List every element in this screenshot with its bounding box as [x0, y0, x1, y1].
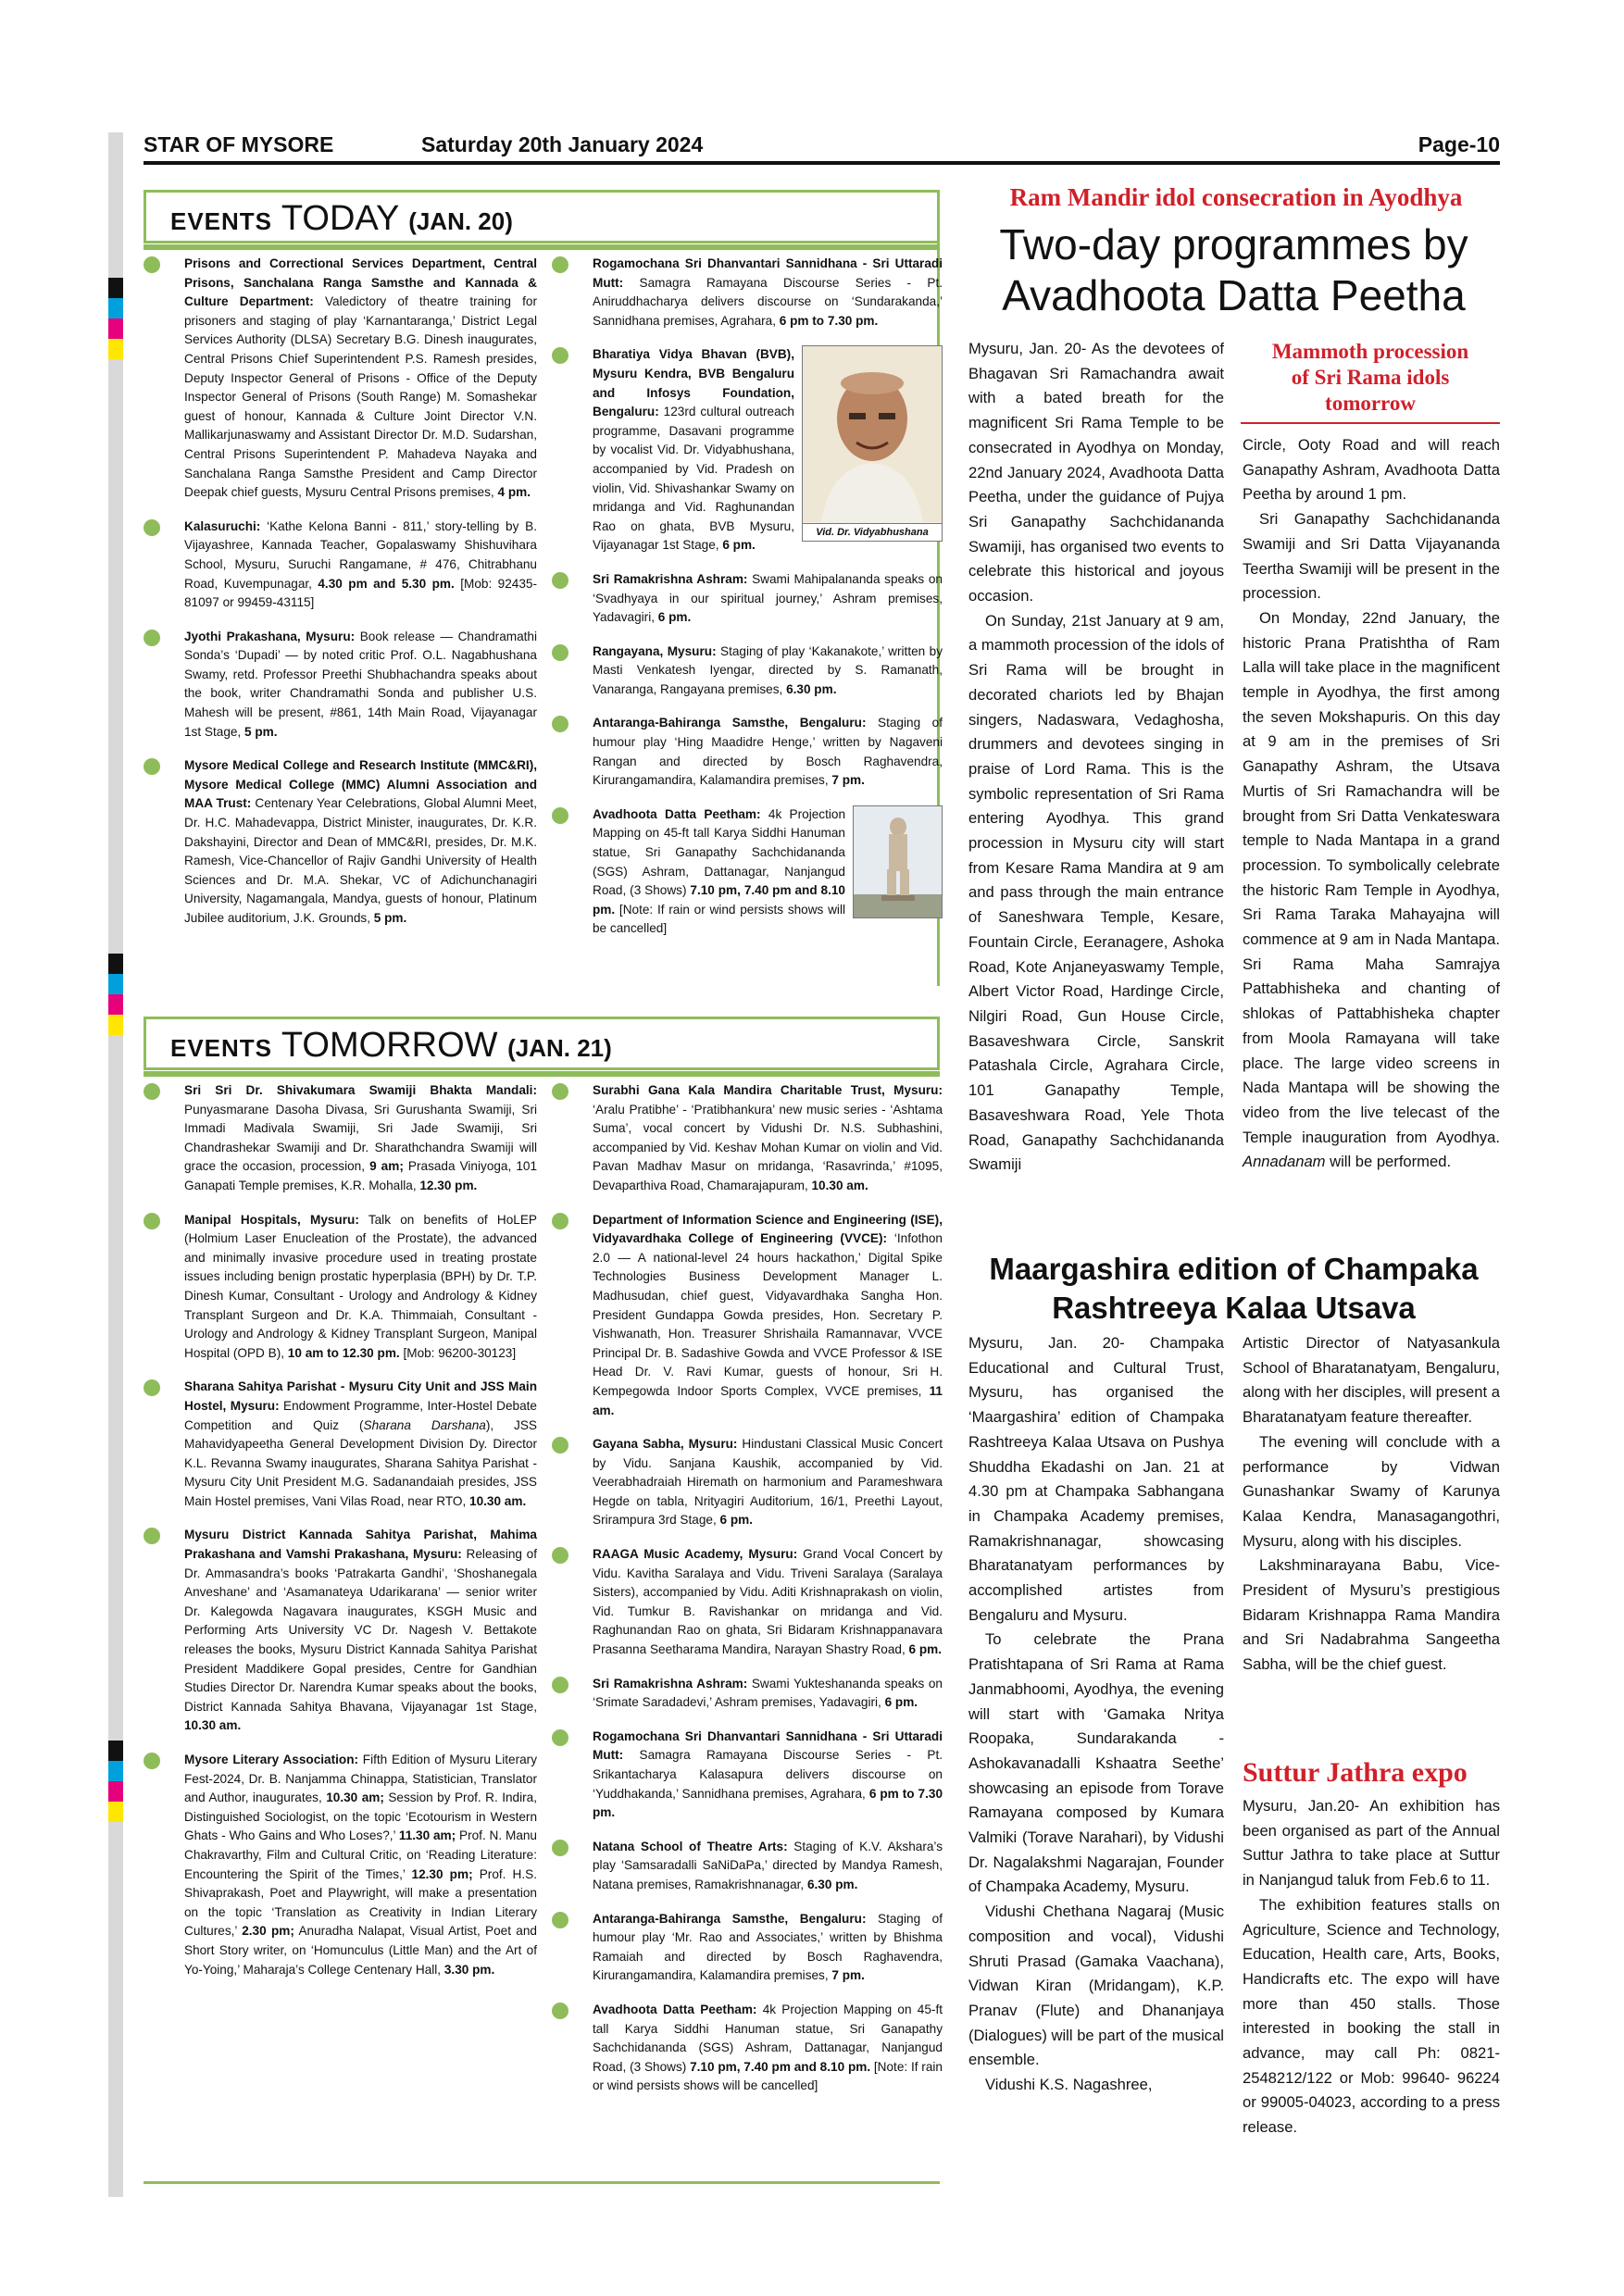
event-item [552, 714, 943, 790]
event-item [552, 1910, 943, 1986]
event-time: 11.30 am; [398, 1828, 456, 1843]
event-title-italic: Sharana Darshana [363, 1417, 486, 1432]
bullet-icon [144, 1083, 160, 1100]
event-time: 6 pm. [719, 1513, 754, 1528]
bullet-icon [144, 630, 160, 646]
event-time: 10.30 am. [811, 1178, 868, 1192]
article2-column-1 [968, 1331, 1224, 2098]
event-time: 9 am; [369, 1159, 404, 1174]
bullet-icon [144, 1379, 160, 1396]
event-time: 7 pm. [831, 773, 865, 788]
events-tomorrow-right-column [552, 1081, 943, 2111]
event-item [552, 1728, 943, 1823]
event-organiser: Antaranga-Bahiranga Samsthe, Bengaluru: [593, 716, 867, 730]
event-details: Book release — Chandramathi Sonda’s ‘Dupadi’ — by noted critic Prof. O.L. Nagabhushana Swamy, retd. Professor Preethi Shubhachandra speaks about the book, writer Chandramathi Sonda and publisher U.S. Mahesh will be present, #861, 14th Main Road, Vijayanagar 1st Stage, [184, 629, 537, 739]
event-details: ), JSS Mahavidyapeetha General Development Division Dy. Director K.L. Revanna Swamy inaugurates, Sharana Sahitya Parishat - Mysuru City Unit President M.G. Sadanandaiah presides, JSS Main Hostel premises, Vani Vilas Road, near RTO, [184, 1417, 537, 1508]
event-item [552, 1435, 943, 1530]
headline-line-1: Two-day programmes by [999, 220, 1468, 268]
event-details: Swami Mahipalananda speaks on ‘Svadhyaya in our spiritual journey,’ Ashram premises, Yadavagiri, [593, 571, 943, 625]
event-organiser: Sri Ramakrishna Ashram: [593, 571, 748, 586]
event-time: 6 pm. [908, 1642, 943, 1657]
event-details: Punyasmarane Dasoha Divasa, Sri Gurushanta Swamiji, Sri Immadi Madivala Swamiji, Sri Jade Swamiji, Sri Chandrashekar Swamiji and Dr. Sharathchandra Swamiji will grace the occasion, procession, [184, 1102, 537, 1174]
event-organiser: Prisons and Correctional Services Department, Central Prisons, Sanchalana Ranga Samsthe and Kannada & Culture Department: [184, 256, 537, 309]
event-time: 4.30 pm and 5.30 pm. [318, 576, 455, 591]
event-details: Grand Vocal Concert by Vidu. Kavitha Saralaya and Vidu. Triveni Saralaya (Saralaya Sisters), accompanied by Vidu. Aditi Krishnaprakash on violin, Vid. Tumkur B. Ravishankar on mridanga and Vid. Raghunandan Rao on ghata, Sri Bidaram Krishnappanavara Prasanna Seetharama Mandira, Narayan Shastry Road, [593, 1547, 943, 1657]
paragraph: The evening will conclude with a performance by Vidwan Gunashankar Swamy of Karunya Kalaa Kendra, Manasagangothri, Mysuru, along with his disciples. [1243, 1432, 1500, 1550]
event-organiser: Surabhi Gana Kala Mandira Charitable Trust, Mysuru: [593, 1083, 943, 1097]
paragraph: The exhibition features stalls on Agriculture, Science and Technology, Education, Health care, Arts, Books, Handicrafts etc. The expo will have more than 450 stalls. Those interested in booking the stall in advance, may call Ph: 0821-2548212/122 or Mob: 99640- 96224 or 99005-04023, according to a press release. [1243, 1895, 1500, 2137]
subhead-rule [1241, 422, 1500, 424]
bullet-icon [552, 572, 568, 589]
event-organiser: Kalasuruchi: [184, 518, 261, 533]
event-organiser: Gayana Sabha, Mysuru: [593, 1437, 738, 1452]
event-details: Staging of humour play ‘Hing Maadidre Henge,’ written by Nagaveni Rangan and directed by Bosch Raghavendra, Kirurangamandira, Kalamandira premises, [593, 716, 943, 788]
bullet-icon [144, 758, 160, 775]
heading-date: (JAN. 21) [507, 1034, 612, 1062]
headline-line-1: Maargashira edition of Champaka [989, 1252, 1479, 1286]
kicker: Ram Mandir idol consecration in Ayodhya [1009, 183, 1463, 211]
event-time: 10.30 am. [469, 1493, 527, 1508]
events-today-right-column [552, 255, 943, 954]
paragraph: On Monday, 22nd January, the historic Prana Pratishtha of Ram Lalla will take place in the magnificent temple in Ayodhya, the first among the seven Mokshapuris. On this day at 9 am in the premises of Sri Ganapathy Ashram, the Utsava Murtis of Sri Ramachandra will be brought from Sri Datta Venkateswara temple to Nada Mantapa in a grand procession. To symbolically celebrate the historic Ram Temple in Ayodhya, Sri Rama Taraka Mahayajna will commence at 9 am in Nada Mantapa. Sri Rama Maha Samrajya Pattabhisheka and chanting of shlokas of Pattabhisheka chapter from Moola Ramayana will take place. The large video screens in Nada Mantapa will be showing the video from the live telecast of the Temple inauguration from Ayodhya. Annadanam will be performed. [1243, 608, 1500, 1171]
bullet-icon [552, 256, 568, 273]
event-details: Swami Yukteshananda speaks on ‘Srimate Saradadevi,’ Ashram premises, Yadavagiri, [593, 1676, 943, 1710]
events-tomorrow-footer-rule [144, 2181, 940, 2184]
paragraph: Lakshminarayana Babu, Vice-President of Mysuru’s prestigious Bidaram Krishnappa Rama Mandira and Sri Nadabrahma Sangeetha Sabha, will be the chief guest. [1243, 1556, 1500, 1674]
bullet-icon [144, 256, 160, 273]
event-organiser: Antaranga-Bahiranga Samsthe, Bengaluru: [593, 1911, 867, 1926]
event-item [552, 1838, 943, 1895]
reg-cyan-3 [108, 1761, 123, 1781]
event-organiser: Natana School of Theatre Arts: [593, 1839, 788, 1853]
event-details: Valedictory of theatre training for prisoners and staging of play ‘Karnantaranga,’ District Legal Services Authority (DLSA) Secretary B.G. Dinesh inaugurates, Central Prisons Chief Superintendent P.S. Ramesh presides, Deputy Inspector General of Prisons - Office of the Deputy Inspector General of Prisons (South Range) M. Somashekar guest of honour, Kannada & Culture Joint Director V.N. Mallikarjunaswamy and Assistant Director Dr. M.D. Sudarshan, Central Prisons Superintendent P. Mahadeva Nayaka and Sanchalana Ranga Samsthe President and Camp Director Deepak chief guests, Mysuru Central Prisons premises, [184, 294, 537, 500]
event-organiser: Manipal Hospitals, Mysuru: [184, 1212, 359, 1227]
vidyabhushana-photo [802, 345, 943, 542]
event-time: 3.30 pm. [443, 1962, 495, 1977]
paragraph: Mysuru, Jan. 20- Champaka Educational and Cultural Trust, Mysuru, has organised the ‘Maargashira’ edition of Champaka Rashtreeya Kalaa Utsava on Pushya Shuddha Ekadashi on Jan. 21 at 4.30 pm at Champaka Sabhangana in Champaka Academy premises, Ramakrishnanagar, showcasing Bharatanatyam performances by accomplished artistes from Bengaluru and Mysuru. [968, 1334, 1224, 1624]
article1-headline [963, 219, 1505, 321]
event-organiser: Bharatiya Vidya Bhavan (BVB), Mysuru Kendra, BVB Bengaluru and Infosys Foundation, Bengaluru: [593, 347, 794, 419]
event-time: 7.10 pm, 7.40 pm and 8.10 pm. [690, 2059, 871, 2074]
event-item [552, 805, 943, 939]
event-time: 11 am. [593, 1383, 943, 1417]
hanuman-statue-photo [854, 806, 942, 917]
bullet-icon [552, 2003, 568, 2019]
event-organiser: Mysore Literary Association: [184, 1753, 359, 1766]
bullet-icon [144, 1213, 160, 1229]
event-organiser: Rangayana, Mysuru: [593, 643, 717, 658]
event-item [144, 1751, 537, 1979]
text-run: will be performed. [1325, 1153, 1452, 1171]
event-item [144, 628, 537, 742]
reg-yellow-3 [108, 1802, 123, 1822]
bullet-icon [552, 1547, 568, 1564]
article3-body [1243, 1794, 1500, 2140]
paragraph: To celebrate the Prana Pratishtapana of Sri Rama at Rama Janmabhoomi, Ayodhya, the evening will start with ‘Gamaka Nritya Roopaka, Sundarakanda - Ashokavanadalli Kshaatra Seethe’ showcasing an episode from Torave Ramayana composed by Kumara Valmiki (Torave Narahari), by Vidushi Dr. Nagalakshmi Nagarajan, Founder of Champaka Academy, Mysuru. [968, 1630, 1224, 1896]
event-time: 6 pm to 7.30 pm. [779, 313, 879, 328]
event-details: Hindustani Classical Music Concert by Vidu. Sanjana Kaushik, accompanied by Vid. Veerabhadraiah Hiremath on harmonium and Parameshwara Hegde on tabla, Nrityagiri Auditorium, 16/1, Preethi Layout, Srirampura 3rd Stage, [593, 1437, 943, 1528]
event-organiser: Mysore Medical College and Research Institute (MMC&RI), Mysore Medical College (MMC) Alumni Association and MAA Trust: [184, 758, 537, 811]
reg-black-3 [108, 1741, 123, 1761]
event-time: 6 pm. [657, 610, 692, 625]
event-details: 123rd cultural outreach programme, Dasavani programme by vocalist Vid. Dr. Vidyabhushana, accompanied by Vid. Pradesh on violin, Vid. Shivashankar Swamy on mridanga and Vid. Raghunandan Rao on ghata, BVB Mysuru, Vijayanagar 1st Stage, [593, 405, 794, 553]
event-details: [Mob: 96200-30123] [399, 1345, 517, 1360]
reg-yellow [108, 339, 123, 359]
event-time: 12.30 pm; [411, 1866, 473, 1881]
reg-cyan-2 [108, 974, 123, 994]
headline-line-2: Avadhoota Datta Peetha [1002, 271, 1466, 319]
event-time: 10.30 am; [326, 1791, 384, 1805]
heading-small: EVENTS [170, 207, 273, 235]
bullet-icon [552, 1437, 568, 1454]
event-time: 10 am to 12.30 pm. [287, 1345, 400, 1360]
event-time: 6 pm. [722, 538, 756, 553]
event-details: Prof. H.S. Shivaprakash, Poet and Playwright, will make a presentation on the topic ‘Translation as Creativity in Indian Literary Cultures,’ [184, 1866, 537, 1939]
event-item [552, 345, 943, 555]
photo-caption: Vid. Dr. Vidyabhushana [803, 523, 942, 541]
event-item [552, 1545, 943, 1660]
statue-photo [853, 805, 943, 918]
event-details: [Note: If rain or wind persists shows will be cancelled] [593, 902, 845, 936]
event-item [144, 255, 537, 503]
heading-date: (JAN. 20) [408, 207, 513, 235]
page-header [144, 132, 1500, 160]
events-tomorrow-left-column [144, 1081, 537, 1994]
bullet-icon [552, 1840, 568, 1856]
bullet-icon [144, 1528, 160, 1544]
event-details: Fifth Edition of Mysuru Literary Fest-2024, Dr. B. Nanjamma Chinappa, Statistician, Translator and Author, inaugurates, [184, 1753, 537, 1805]
event-item [144, 1526, 537, 1736]
event-details: Samagra Ramayana Discourse Series - Pt. Aniruddhacharya delivers discourse on ‘Sundarakanda,’ Sannidhana premises, Agrahara, [593, 275, 943, 328]
events-today-left-column [144, 255, 537, 943]
paragraph: Mysuru, Jan.20- An exhibition has been organised as part of the Annual Suttur Jathra to take place at Suttur in Nanjangud taluk from Feb.6 to 11. [1243, 1797, 1500, 1890]
event-details: 4k Projection Mapping on 45-ft tall Karya Siddhi Hanuman statue, Sri Ganapathy Sachchidananda (SGS) Ashram, Dattanagar, Nanjangud Road, (3 Shows) [593, 806, 845, 898]
bullet-icon [552, 1213, 568, 1229]
event-item [144, 518, 537, 613]
article2-column-2 [1243, 1331, 1500, 1678]
paragraph: Circle, Ooty Road and will reach Ganapathy Ashram, Avadhoota Datta Peetha by around 1 pm. [1243, 436, 1500, 504]
portrait-photo [803, 346, 942, 522]
event-time: 2.30 pm; [242, 1924, 294, 1939]
article1-subhead [1241, 339, 1500, 424]
masthead: STAR OF MYSORE [144, 132, 334, 156]
heading-accent [144, 1071, 940, 1077]
event-item [144, 1378, 537, 1511]
event-details: Endowment Programme, Inter-Hostel Debate Competition and Quiz ( [184, 1398, 537, 1432]
event-time: 6.30 pm. [806, 1877, 858, 1891]
bullet-icon [552, 1912, 568, 1928]
bullet-icon [552, 1083, 568, 1100]
article2-headline [963, 1250, 1505, 1328]
event-details: [Mob: 92435-81097 or 99459-43115] [184, 576, 537, 610]
event-details: Prof. N. Manu Chakravarthy, Film and Cultural Critic, on ‘Reading Literature: Encountering the Spirit of the Times,’ [184, 1828, 537, 1881]
event-item [144, 1211, 537, 1364]
event-details: Session by Prof. R. Indira, Distinguished Sociologist, on the topic ‘Ecotourism in Western Ghats - Who Gains and Who Loses?,’ [184, 1791, 537, 1843]
reg-yellow-2 [108, 1015, 123, 1035]
paragraph: On Sunday, 21st January at 9 am, a mammoth procession of the idols of Sri Rama will be brought in decorated chariots led by Bhajan singers, Nadaswara, Vedaghosha, drummers and devotees singing in praise of Lord Rama. This is the symbolic representation of Sri Rama entering Ayodhya. This grand procession in Mysuru city will start from Kesare Rama Mandira at 9 am and pass through the main entrance of Saneshwara Temple, Kesare, Fountain Circle, Eeranagere, Ashoka Road, Kote Anjaneyaswamy Temple, Albert Victor Road, Hardinge Circle, Nilgiri Road, Gun House Circle, Basaveshwara Circle, Sanskrit Patashala Circle, Agrahara Circle, 101 Ganapathy Temple, Basaveshwara Road, Yele Thota Road, Ganapathy Sachchidananda Swamiji [968, 611, 1224, 1174]
reg-magenta-3 [108, 1781, 123, 1802]
heading-small: EVENTS [170, 1034, 273, 1062]
event-time: 12.30 pm. [419, 1178, 478, 1192]
article3-headline: Suttur Jathra expo [1243, 1757, 1468, 1788]
bullet-icon [552, 347, 568, 364]
event-item [552, 643, 943, 700]
annadanam-italic: Annadanam [1243, 1153, 1326, 1171]
bullet-icon [552, 807, 568, 824]
heading-big: TODAY [281, 199, 399, 238]
event-item [552, 255, 943, 331]
event-details: Staging of play ‘Kakanakote,’ written by Masti Venkatesh Iyengar, directed by S. Ramanath, Vanaranga, Rangayana premises, [593, 643, 943, 696]
bullet-icon [552, 1677, 568, 1693]
bullet-icon [144, 1753, 160, 1769]
event-details: ‘Infothon 2.0 — A national-level 24 hours hackathon,’ Digital Spike Technologies Business Development Manager L. Madhusudan, chief guest, Vidyavardhaka Sangha Hon. President Gundappa Gowda presides, Hon. Secretary P. Vishwanath, Hon. Treasurer Shrishaila Ramannavar, VVCE Principal Dr. B. Sadashive Gowda and VVCE Professor & ISE Head Dr. V. Ravi Kumar, guests of honour, Sri H. Kempegowda Indoor Sports Complex, VVCE premises, [593, 1231, 943, 1398]
events-tomorrow-heading [144, 1017, 940, 1070]
article1-column-1 [968, 337, 1224, 1178]
reg-cyan [108, 298, 123, 318]
event-time: 7.10 pm, 7.40 pm and 8.10 pm. [593, 883, 845, 917]
event-organiser: Department of Information Science and Engineering (ISE), Vidyavardhaka College of Engineering (VVCE): [593, 1212, 943, 1246]
event-time: 5 pm. [373, 911, 407, 925]
event-time: 6 pm to 7.30 pm. [593, 1786, 943, 1820]
event-organiser: Avadhoota Datta Peetham: [593, 806, 761, 821]
event-organiser: Rogamochana Sri Dhanvantari Sannidhana - Sri Uttaradi Mutt: [593, 1728, 943, 1763]
paragraph: Vidushi Chethana Nagaraj (Music composition and vocal), Vidushi Shruti Prasad (Gamaka Vaachana), Vidwan Kiran (Mridangam), K.P. Pranav (Flute) and Dhananjaya (Dialogues) will be part of the musical ensemble. [968, 1903, 1224, 2069]
page-number: Page-10 [1418, 132, 1500, 156]
event-item [144, 756, 537, 928]
event-organiser: Sri Sri Dr. Shivakumara Swamiji Bhakta Mandali: [184, 1083, 537, 1097]
event-item [552, 1675, 943, 1713]
event-details: [Note: If rain or wind persists shows will be cancelled] [593, 2059, 943, 2093]
event-details: Releasing of Dr. Ammasandra’s books ‘Patrakarta Gandhi’, ‘Shoshanegala Anveshane’ and ‘Asamanateya Udarikarana’ — senior writer Dr. Kalegowda Nagavara inaugurates, KSGH Music and Performing Arts University VC Dr. Nagesh V. Bettakote releases the books, Mysuru District Kannada Sahitya Parishat President Maddikere Gopal presides, Centre for Gandhian Studies Director Dr. Narendra Kumar speaks about the books, District Kannada Sahitya Bhavana, Vijayanagar 1st Stage, [184, 1547, 537, 1714]
header-rule [144, 161, 1500, 165]
event-organiser: Sri Ramakrishna Ashram: [593, 1676, 748, 1691]
event-organiser: RAAGA Music Academy, Mysuru: [593, 1547, 798, 1562]
event-time: 7 pm. [831, 1968, 865, 1983]
event-details: Centenary Year Celebrations, Global Alumni Meet, Dr. H.C. Mahadevappa, District Minister, inaugurates, Dr. K.R. Dakshayini, Director and Dean of MMC&RI, presides, Dr. M.K. Ramesh, Vice-Chancellor of Rajiv Gandhi University of Health Sciences and Dr. M.A. Shekar, VC of Adichunchanagiri University, Nagamangala, Mandya, guests of honour, Platinum Jubilee auditorium, J.K. Grounds, [184, 796, 537, 925]
heading-big: TOMORROW [281, 1026, 498, 1065]
article1-column-2 [1243, 433, 1500, 1175]
bullet-icon [552, 644, 568, 661]
subhead-line: tomorrow [1325, 392, 1416, 415]
event-time: 5 pm. [244, 724, 278, 739]
event-item [144, 1081, 537, 1196]
event-details: Prasada Viniyoga, 101 Ganapati Temple premises, K.R. Mohalla, [184, 1159, 538, 1192]
event-time: 6.30 pm. [786, 681, 837, 696]
paragraph: Sri Ganapathy Sachchidananda Swamiji and Sri Datta Vijayananda Teertha Swamiji will be present in the procession. [1243, 510, 1500, 603]
event-details: ‘Kathe Kelona Banni - 811,’ story-telling by B. Vijayashree, Kannada Teacher, Gopalaswamy Shishuvihara School, Mysuru, Suruchi Rangamane, # 476, Chitrabhanu Road, Kuvempunagar, [184, 518, 537, 591]
event-details: Staging of humour play ‘Mr. Rao and Associates,’ written by Bhishma Ramaiah and directed by Bosch Raghavendra, Kirurangamandira, Kalamandira premises, [593, 1911, 943, 1983]
bullet-icon [552, 716, 568, 732]
paragraph: Artistic Director of Natyasankula School of Bharatanatyam, Bengaluru, along with her disciples, will present a Bharatanatyam feature thereafter. [1243, 1334, 1500, 1427]
bullet-icon [552, 1729, 568, 1746]
registration-strip [108, 132, 123, 2197]
event-details: Anuradha Nalapat, Visual Artist, Poet and Short Story writer, on ‘Homunculus (Little Man) and the Art of Yo-Yoing,’ Maharaja’s College Centenary Hall, [184, 1924, 537, 1977]
event-item [552, 570, 943, 628]
event-item [552, 1081, 943, 1196]
event-time: 4 pm. [497, 485, 531, 500]
event-time: 6 pm. [884, 1695, 918, 1710]
heading-accent [144, 244, 940, 250]
headline-line-2: Rashtreeya Kalaa Utsava [1052, 1291, 1416, 1325]
events-today-heading [144, 190, 940, 243]
paragraph: Mysuru, Jan. 20- As the devotees of Bhagavan Sri Ramachandra await with a bated breath for the magnificent Sri Rama Temple to be consecrated in Ayodhya on Monday, 22nd January 2024, Avadhoota Datta Peetha, under the guidance of Pujya Sri Ganapathy Sachchidananda Swamiji, has organised two events to celebrate this historical and joyous occasion. [968, 340, 1224, 605]
event-details: ‘Aralu Pratibhe’ - ‘Pratibhankura’ new music series - ‘Ashtama Suma’, vocal concert by Vidushi Dr. N.S. Subhashini, accompanied by Vid. Keshav Mohan Kumar on violin and Vid. Pavan Madhav Masur on mridanga, ‘Rasavrinda,’ #1095, Devaparthiva Road, Chamarajapuram, [593, 1102, 943, 1192]
reg-magenta-2 [108, 994, 123, 1015]
event-organiser: Mysuru District Kannada Sahitya Parishat, Mahima Prakashana and Vamshi Prakashana, Mysuru: [184, 1528, 537, 1562]
event-organiser: Jyothi Prakashana, Mysuru: [184, 629, 356, 643]
event-organiser: Avadhoota Datta Peetham: [593, 2002, 757, 2016]
reg-black-2 [108, 954, 123, 974]
event-details: Talk on benefits of HoLEP (Holmium Laser Enucleation of the Prostate), the advanced and minimally invasive procedure used in treating prostate issues including benign prostatic hyperplasia (BPH) by Dr. T.P. Dinesh Kumar, Consultant - Urology and Andrology & Kidney Transplant Surgeon and Dr. K.A. Thimmaiah, Consultant - Urology and Andrology & Kidney Transplant Surgeon, Manipal Hospital (OPD B), [184, 1212, 537, 1360]
paragraph: Vidushi K.S. Nagashree, [985, 2076, 1153, 2094]
subhead-line: Mammoth procession [1271, 340, 1469, 363]
bullet-icon [144, 519, 160, 536]
event-item [552, 2001, 943, 2096]
subhead-line: of Sri Rama idols [1291, 366, 1450, 389]
event-details: Samagra Ramayana Discourse Series - Pt. Srikantacharya Kalasapura delivers discourse on ‘Yuddhakanda,’ Sannidhana premises, Agrahara, [593, 1748, 943, 1801]
reg-black [108, 278, 123, 298]
event-details: Staging of K.V. Akshara’s play ‘Samsaradalli SaNiDaPa,’ directed by Mandya Ramesh, Natana premises, Ramakrishnanagar, [593, 1839, 943, 1891]
event-details: 4k Projection Mapping on 45-ft tall Karya Siddhi Hanuman statue, Sri Ganapathy Sachchidananda (SGS) Ashram, Dattanagar, Nanjangud Road, (3 Shows) [593, 2002, 943, 2074]
event-item [552, 1211, 943, 1421]
event-organiser: Rogamochana Sri Dhanvantari Sannidhana - Sri Uttaradi Mutt: [593, 256, 943, 290]
issue-date: Saturday 20th January 2024 [421, 132, 704, 156]
event-organiser: Sharana Sahitya Parishat - Mysuru City Unit and JSS Main Hostel, Mysuru: [184, 1379, 537, 1413]
reg-magenta [108, 318, 123, 339]
event-time: 10.30 am. [184, 1718, 242, 1733]
